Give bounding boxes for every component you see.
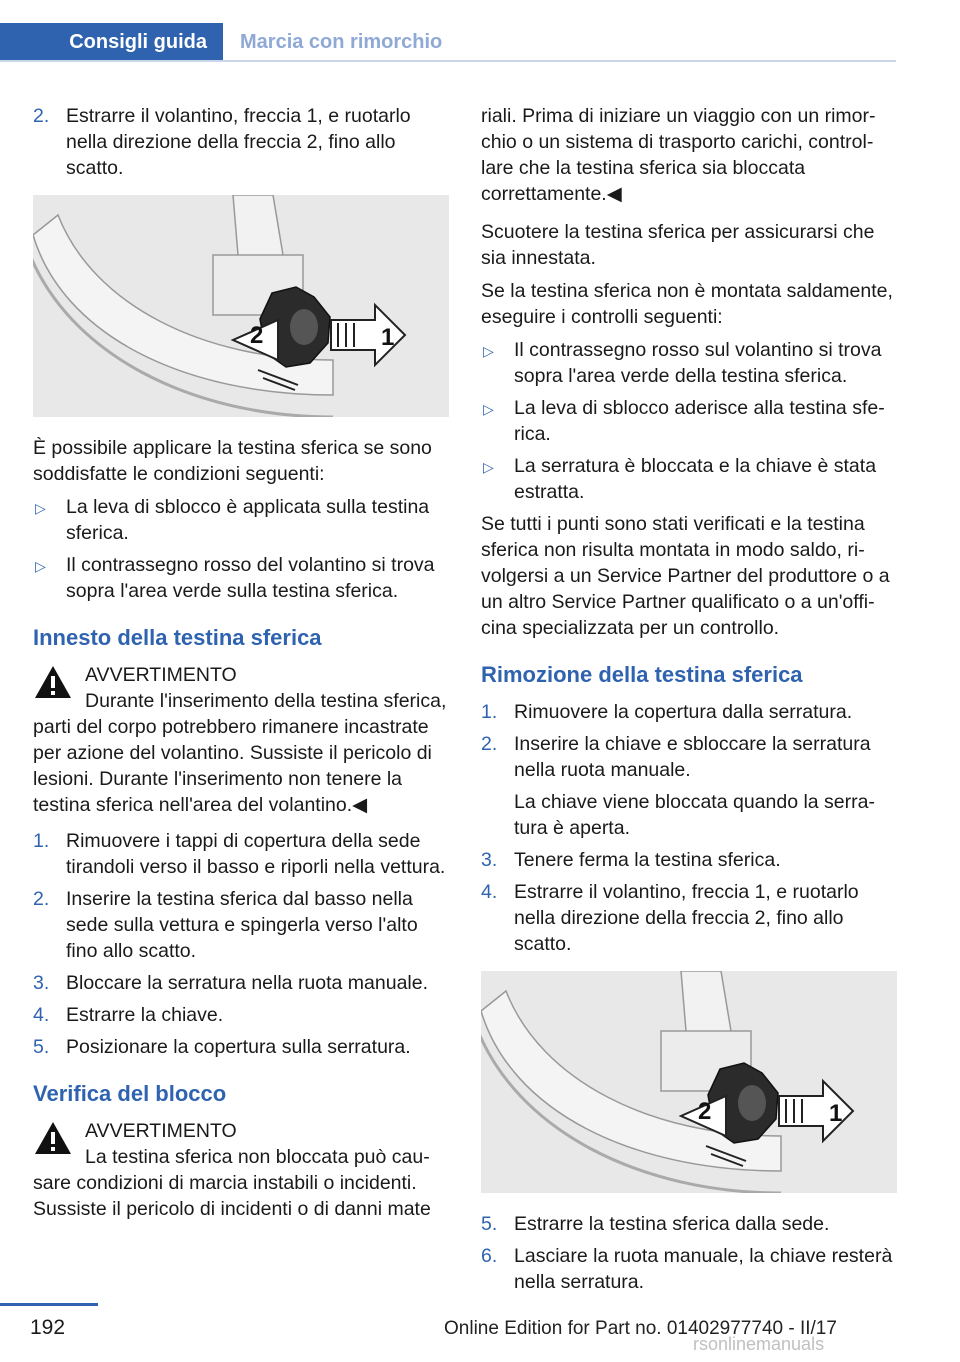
section-heading: Innesto della testina sferica	[33, 625, 322, 650]
step-item	[33, 970, 449, 996]
arrow-label-1: 1	[829, 1100, 843, 1127]
check-text: Il contrassegno rosso sul volantino si trova sopra l'area verde della testina sferica.	[514, 339, 882, 387]
step-number: 2.	[33, 888, 50, 910]
condition-item	[33, 552, 449, 604]
step-number: 3.	[481, 849, 498, 871]
check-item	[481, 453, 897, 505]
condition-text: La leva di sblocco è applicata sulla testina sferica.	[66, 496, 430, 544]
handwheel-diagram	[33, 195, 449, 417]
triangle-bullet-icon: ▷	[483, 343, 494, 359]
triangle-bullet-icon: ▷	[483, 401, 494, 417]
check-text: La serratura è bloccata e la chiave è stata estratta.	[514, 455, 877, 503]
step-text: Estrarre il volantino, freccia 1, e ruotarlo nella direzione della freccia 2, fino allo scatto.	[66, 105, 411, 179]
warning-block	[33, 662, 449, 818]
step-item	[481, 847, 897, 873]
tab-marcia-con-rimorchio[interactable]: Marcia con rimorchio	[240, 31, 443, 53]
ball-head-illustration	[481, 971, 897, 1193]
step-item	[481, 1243, 897, 1295]
left-column	[33, 103, 449, 1222]
step-item	[33, 1034, 449, 1060]
step-text: Bloccare la serratura nella ruota manuale.	[66, 972, 429, 994]
step-item	[33, 886, 449, 964]
step-item	[481, 699, 897, 725]
section-heading: Rimozione della testina sferica	[481, 662, 803, 687]
warning-title: AVVERTIMENTO	[85, 664, 237, 686]
warning-title: AVVERTIMENTO	[85, 1120, 237, 1142]
step-number: 1.	[33, 830, 50, 852]
warning-text: La testina sferica non bloccata può causare condizioni di marcia instabili o incidenti. Sussiste il pericolo di incidenti o di danni mate	[33, 1146, 431, 1220]
step-text: Posizionare la copertura sulla serratura.	[66, 1036, 411, 1058]
edition-note: Online Edition for Part no. 01402977740 - II/17	[444, 1318, 837, 1339]
step-text: Inserire la chiave e sbloccare la serratura nella ruota manuale.	[514, 733, 871, 781]
check-text: La leva di sblocco aderisce alla testina sferica.	[514, 397, 885, 445]
if-not-text: Se la testina sferica non è montata saldamente, eseguire i controlli seguenti:	[481, 280, 893, 328]
step-item	[481, 879, 897, 957]
step-number: 3.	[33, 972, 50, 994]
triangle-bullet-icon: ▷	[35, 500, 46, 516]
footer-divider	[0, 1303, 98, 1306]
watermark: rsonlinemanuals	[693, 1334, 825, 1354]
step-number: 5.	[33, 1036, 50, 1058]
tab-consigli-guida[interactable]: Consigli guida	[0, 23, 223, 62]
step-text: Estrarre la testina sferica dalla sede.	[514, 1213, 830, 1235]
handwheel-diagram	[481, 971, 897, 1193]
step-item	[481, 1211, 897, 1237]
step-subtext: La chiave viene bloccata quando la serratura è aperta.	[514, 791, 875, 839]
triangle-bullet-icon: ▷	[35, 558, 46, 574]
step-number: 6.	[481, 1245, 498, 1267]
warning-block	[33, 1118, 449, 1222]
step-item	[33, 828, 449, 880]
step-number: 2.	[481, 733, 498, 755]
step-number: 4.	[481, 881, 498, 903]
step-text: Rimuovere i tappi di copertura della sede tirandoli verso il basso e riporli nella vettura.	[66, 830, 446, 878]
warning-triangle-icon	[33, 664, 73, 700]
step-item	[33, 1002, 449, 1028]
check-item	[481, 395, 897, 447]
shake-text: Scuotere la testina sferica per assicurarsi che sia innestata.	[481, 221, 875, 269]
step-text: Lasciare la ruota manuale, la chiave resterà nella serratura.	[514, 1245, 893, 1293]
step-text: Tenere ferma la testina sferica.	[514, 849, 781, 871]
right-column	[481, 103, 897, 1301]
condition-item	[33, 494, 449, 546]
step-number: 2.	[33, 105, 50, 127]
condition-text: Il contrassegno rosso del volantino si trova sopra l'area verde sulla testina sferica.	[66, 554, 435, 602]
warning-text: Durante l'inserimento della testina sferica, parti del corpo potrebbero rimanere incastrate per azione del volantino. Sussiste il pericolo di lesioni. Durante l'inserimento non tenere la testina sferica nell'area del volantino.◀	[33, 690, 447, 816]
step-item	[481, 731, 897, 841]
page-number: 192	[30, 1316, 66, 1339]
step-number: 1.	[481, 701, 498, 723]
arrow-label-1: 1	[381, 324, 395, 351]
if-all-text: Se tutti i punti sono stati verificati e la testina sferica non risulta montata in modo saldo, rivolgersi a un Service Partner del produttore o a un altro Service Partner qualificato o a un'officina specializzata per un controllo.	[481, 513, 890, 639]
step-number: 5.	[481, 1213, 498, 1235]
step-text: Estrarre il volantino, freccia 1, e ruotarlo nella direzione della freccia 2, fino allo scatto.	[514, 881, 859, 955]
step-text: Inserire la testina sferica dal basso nella sede sulla vettura e spingerla verso l'alto fino allo scatto.	[66, 888, 418, 962]
continued-text: riali. Prima di iniziare un viaggio con un rimorchio o un sistema di trasporto carichi, controllare che la testina sferica sia bloccata correttamente.◀	[481, 105, 876, 205]
warning-triangle-icon	[33, 1120, 73, 1156]
step-item	[33, 103, 449, 181]
header-divider	[0, 60, 896, 62]
step-number: 4.	[33, 1004, 50, 1026]
step-text: Estrarre la chiave.	[66, 1004, 224, 1026]
arrow-label-2: 2	[250, 322, 264, 349]
arrow-label-2: 2	[698, 1098, 712, 1125]
check-item	[481, 337, 897, 389]
ball-head-illustration	[33, 195, 449, 417]
step-text: Rimuovere la copertura dalla serratura.	[514, 701, 853, 723]
section-heading: Verifica del blocco	[33, 1081, 227, 1106]
triangle-bullet-icon: ▷	[483, 459, 494, 475]
intro-text: È possibile applicare la testina sferica se sono soddisfatte le condizioni seguenti:	[33, 437, 432, 485]
